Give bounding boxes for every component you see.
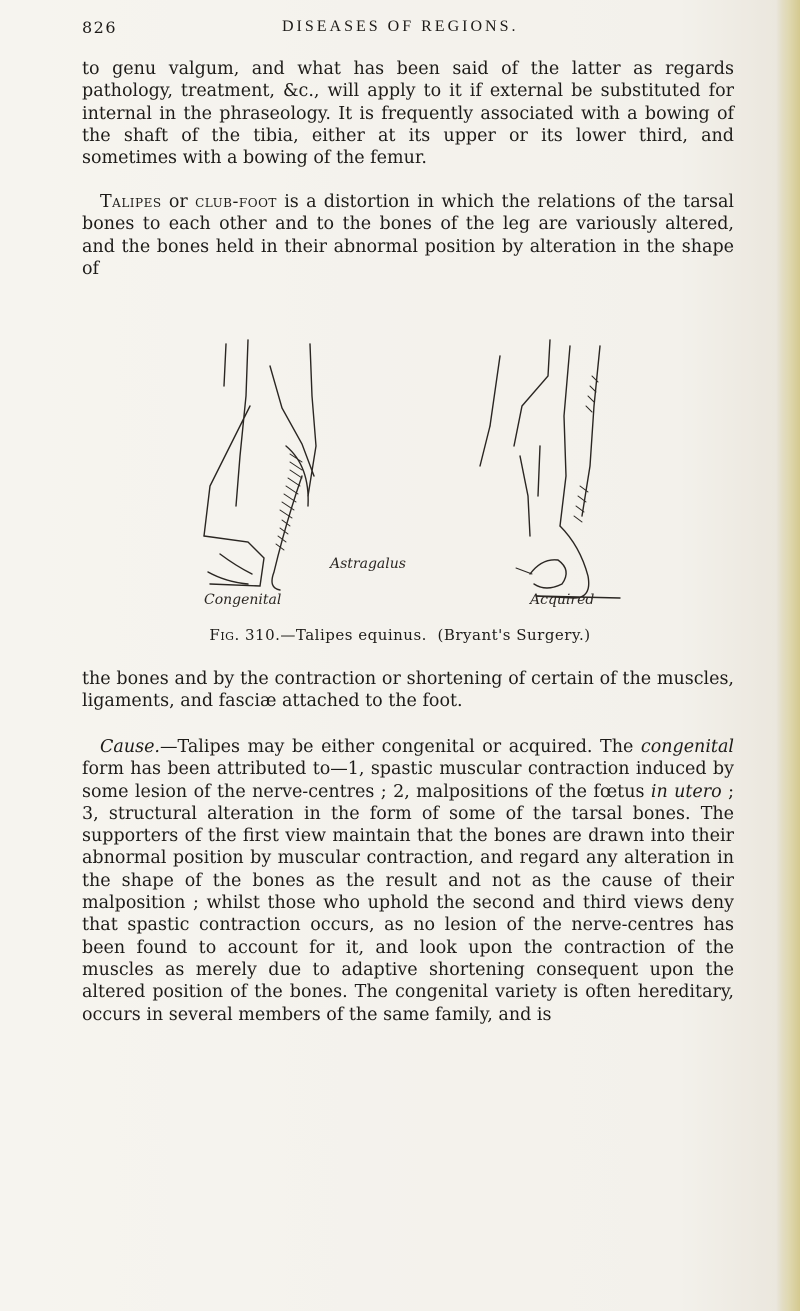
intro-text: to genu valgum, and what has been said of the latter as regards pathology, treatment, &c., will apply to it if external be substituted for internal in the phraseology. It is frequently associated with a bowing of the shaft of the tibia, either at its upper or its lower third, and sometimes with a bowing of the femur. — [82, 59, 734, 169]
talipes-equinus-drawing — [190, 336, 750, 608]
running-title: DISEASES OF REGIONS. — [282, 18, 519, 35]
figure-source: (Bryant's Surgery.) — [437, 626, 591, 644]
intro-paragraph — [82, 58, 734, 169]
talipes-term: Talipes — [100, 192, 162, 212]
talipes-paragraph: Talipes or club-foot is a distortion in which the relations of the tarsal bones to each other and to the bones of the leg are variously altered, and the bones held in their abnormal position by alteration in the shape of — [82, 192, 735, 279]
figure-number: Fig. 310. — [209, 626, 281, 644]
figure-caption — [0, 626, 800, 644]
page-number: 826 — [82, 18, 118, 37]
acquired-label: Acquired — [530, 592, 595, 608]
cause-heading: Cause. — [100, 737, 160, 757]
astragalus-label: Astragalus — [330, 556, 406, 572]
cause-paragraph: Cause.—Talipes may be either congenital or acquired. The congenital form has been attributed to—1, spastic muscular contraction induced by some lesion of the nerve-centres ; 2, malpositions of the fœtus in utero ; 3, structural alteration in the form of some of the tarsal bones. The supporters of the first view maintain that the bones are drawn into their abnormal position by muscular contraction, and regard any alteration in the shape of the bones as the result and not as the cause of their malposition ; whilst those who uphold the second and third views deny that spastic contraction occurs, as no lesion of the nerve-centres has been found to account for it, and look upon the contraction of the muscles as merely due to adaptive shortening consequent upon the altered position of the bones. The congenital variety is often hereditary, occurs in several members of the same family, and is — [82, 737, 734, 1025]
figure-illustration — [190, 336, 750, 608]
club-foot-term: club-foot — [195, 192, 277, 212]
congenital-label: Congenital — [204, 592, 282, 608]
figure-title: —Talipes equinus. — [280, 626, 427, 644]
continuation-paragraph — [82, 668, 734, 713]
page-header — [82, 18, 742, 42]
continuation-text: the bones and by the contraction or shortening of certain of the muscles, ligaments, and fasciæ attached to the foot. — [82, 669, 734, 712]
talipes-text: is a distortion in which the relations of the tarsal bones to each other and to the bones of the leg are variously altered, and the bones held in their abnormal position by alteration in the shape of — [82, 192, 735, 279]
page-edge — [776, 0, 800, 1311]
